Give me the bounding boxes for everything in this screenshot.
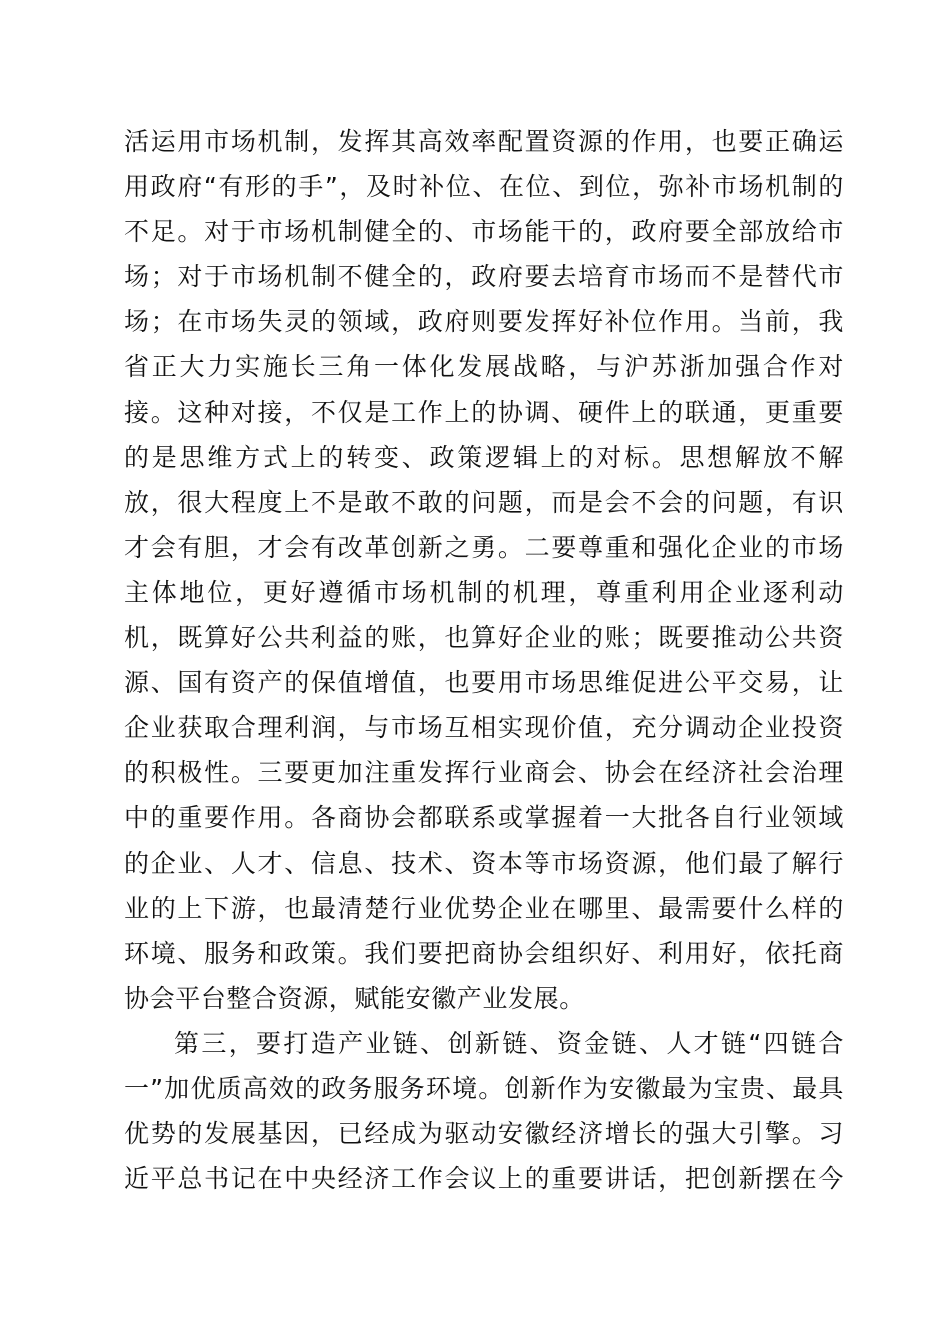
paragraph-start-line: 第三，要打造产业链、创新链、资金链、人才链“四链合 <box>174 1028 844 1058</box>
text-line: 企业获取合理利润，与市场互相实现价值，充分调动企业投资 <box>124 713 844 743</box>
text-line: 不足。对于市场机制健全的、市场能干的，政府要全部放给市 <box>124 217 844 247</box>
text-line: 省正大力实施长三角一体化发展战略，与沪苏浙加强合作对 <box>124 352 844 382</box>
text-line: 优势的发展基因，已经成为驱动安徽经济增长的强大引擎。习 <box>124 1119 844 1149</box>
text-line: 环境、服务和政策。我们要把商协会组织好、利用好，依托商 <box>124 938 844 968</box>
text-line: 一”加优质高效的政务服务环境。创新作为安徽最为宝贵、最具 <box>124 1073 844 1103</box>
text-line: 源、国有资产的保值增值，也要用市场思维促进公平交易，让 <box>124 668 844 698</box>
paragraph-end-line: 协会平台整合资源，赋能安徽产业发展。 <box>124 983 585 1013</box>
text-line: 的企业、人才、信息、技术、资本等市场资源，他们最了解行 <box>124 848 844 878</box>
body-text <box>124 119 844 1201</box>
text-line: 才会有胆，才会有改革创新之勇。二要尊重和强化企业的市场 <box>124 532 844 562</box>
text-line: 的积极性。三要更加注重发挥行业商会、协会在经济社会治理 <box>124 758 844 788</box>
text-line: 放，很大程度上不是敢不敢的问题，而是会不会的问题，有识 <box>124 487 844 517</box>
text-line: 业的上下游，也最清楚行业优势企业在哪里、最需要什么样的 <box>124 893 844 923</box>
text-line: 场；对于市场机制不健全的，政府要去培育市场而不是替代市 <box>124 262 844 292</box>
text-line: 中的重要作用。各商协会都联系或掌握着一大批各自行业领域 <box>124 803 844 833</box>
text-line: 的是思维方式上的转变、政策逻辑上的对标。思想解放不解 <box>124 442 844 472</box>
text-line: 场；在市场失灵的领域，政府则要发挥好补位作用。当前，我 <box>124 307 844 337</box>
text-line: 活运用市场机制，发挥其高效率配置资源的作用，也要正确运 <box>124 127 844 156</box>
text-line: 用政府“有形的手”，及时补位、在位、到位，弥补市场机制的 <box>124 172 844 202</box>
text-line: 机，既算好公共利益的账，也算好企业的账；既要推动公共资 <box>124 623 844 653</box>
text-line: 接。这种对接，不仅是工作上的协调、硬件上的联通，更重要 <box>124 397 844 427</box>
text-line: 近平总书记在中央经济工作会议上的重要讲话，把创新摆在今 <box>124 1164 844 1194</box>
text-line: 主体地位，更好遵循市场机制的机理，尊重利用企业逐利动 <box>124 577 844 607</box>
